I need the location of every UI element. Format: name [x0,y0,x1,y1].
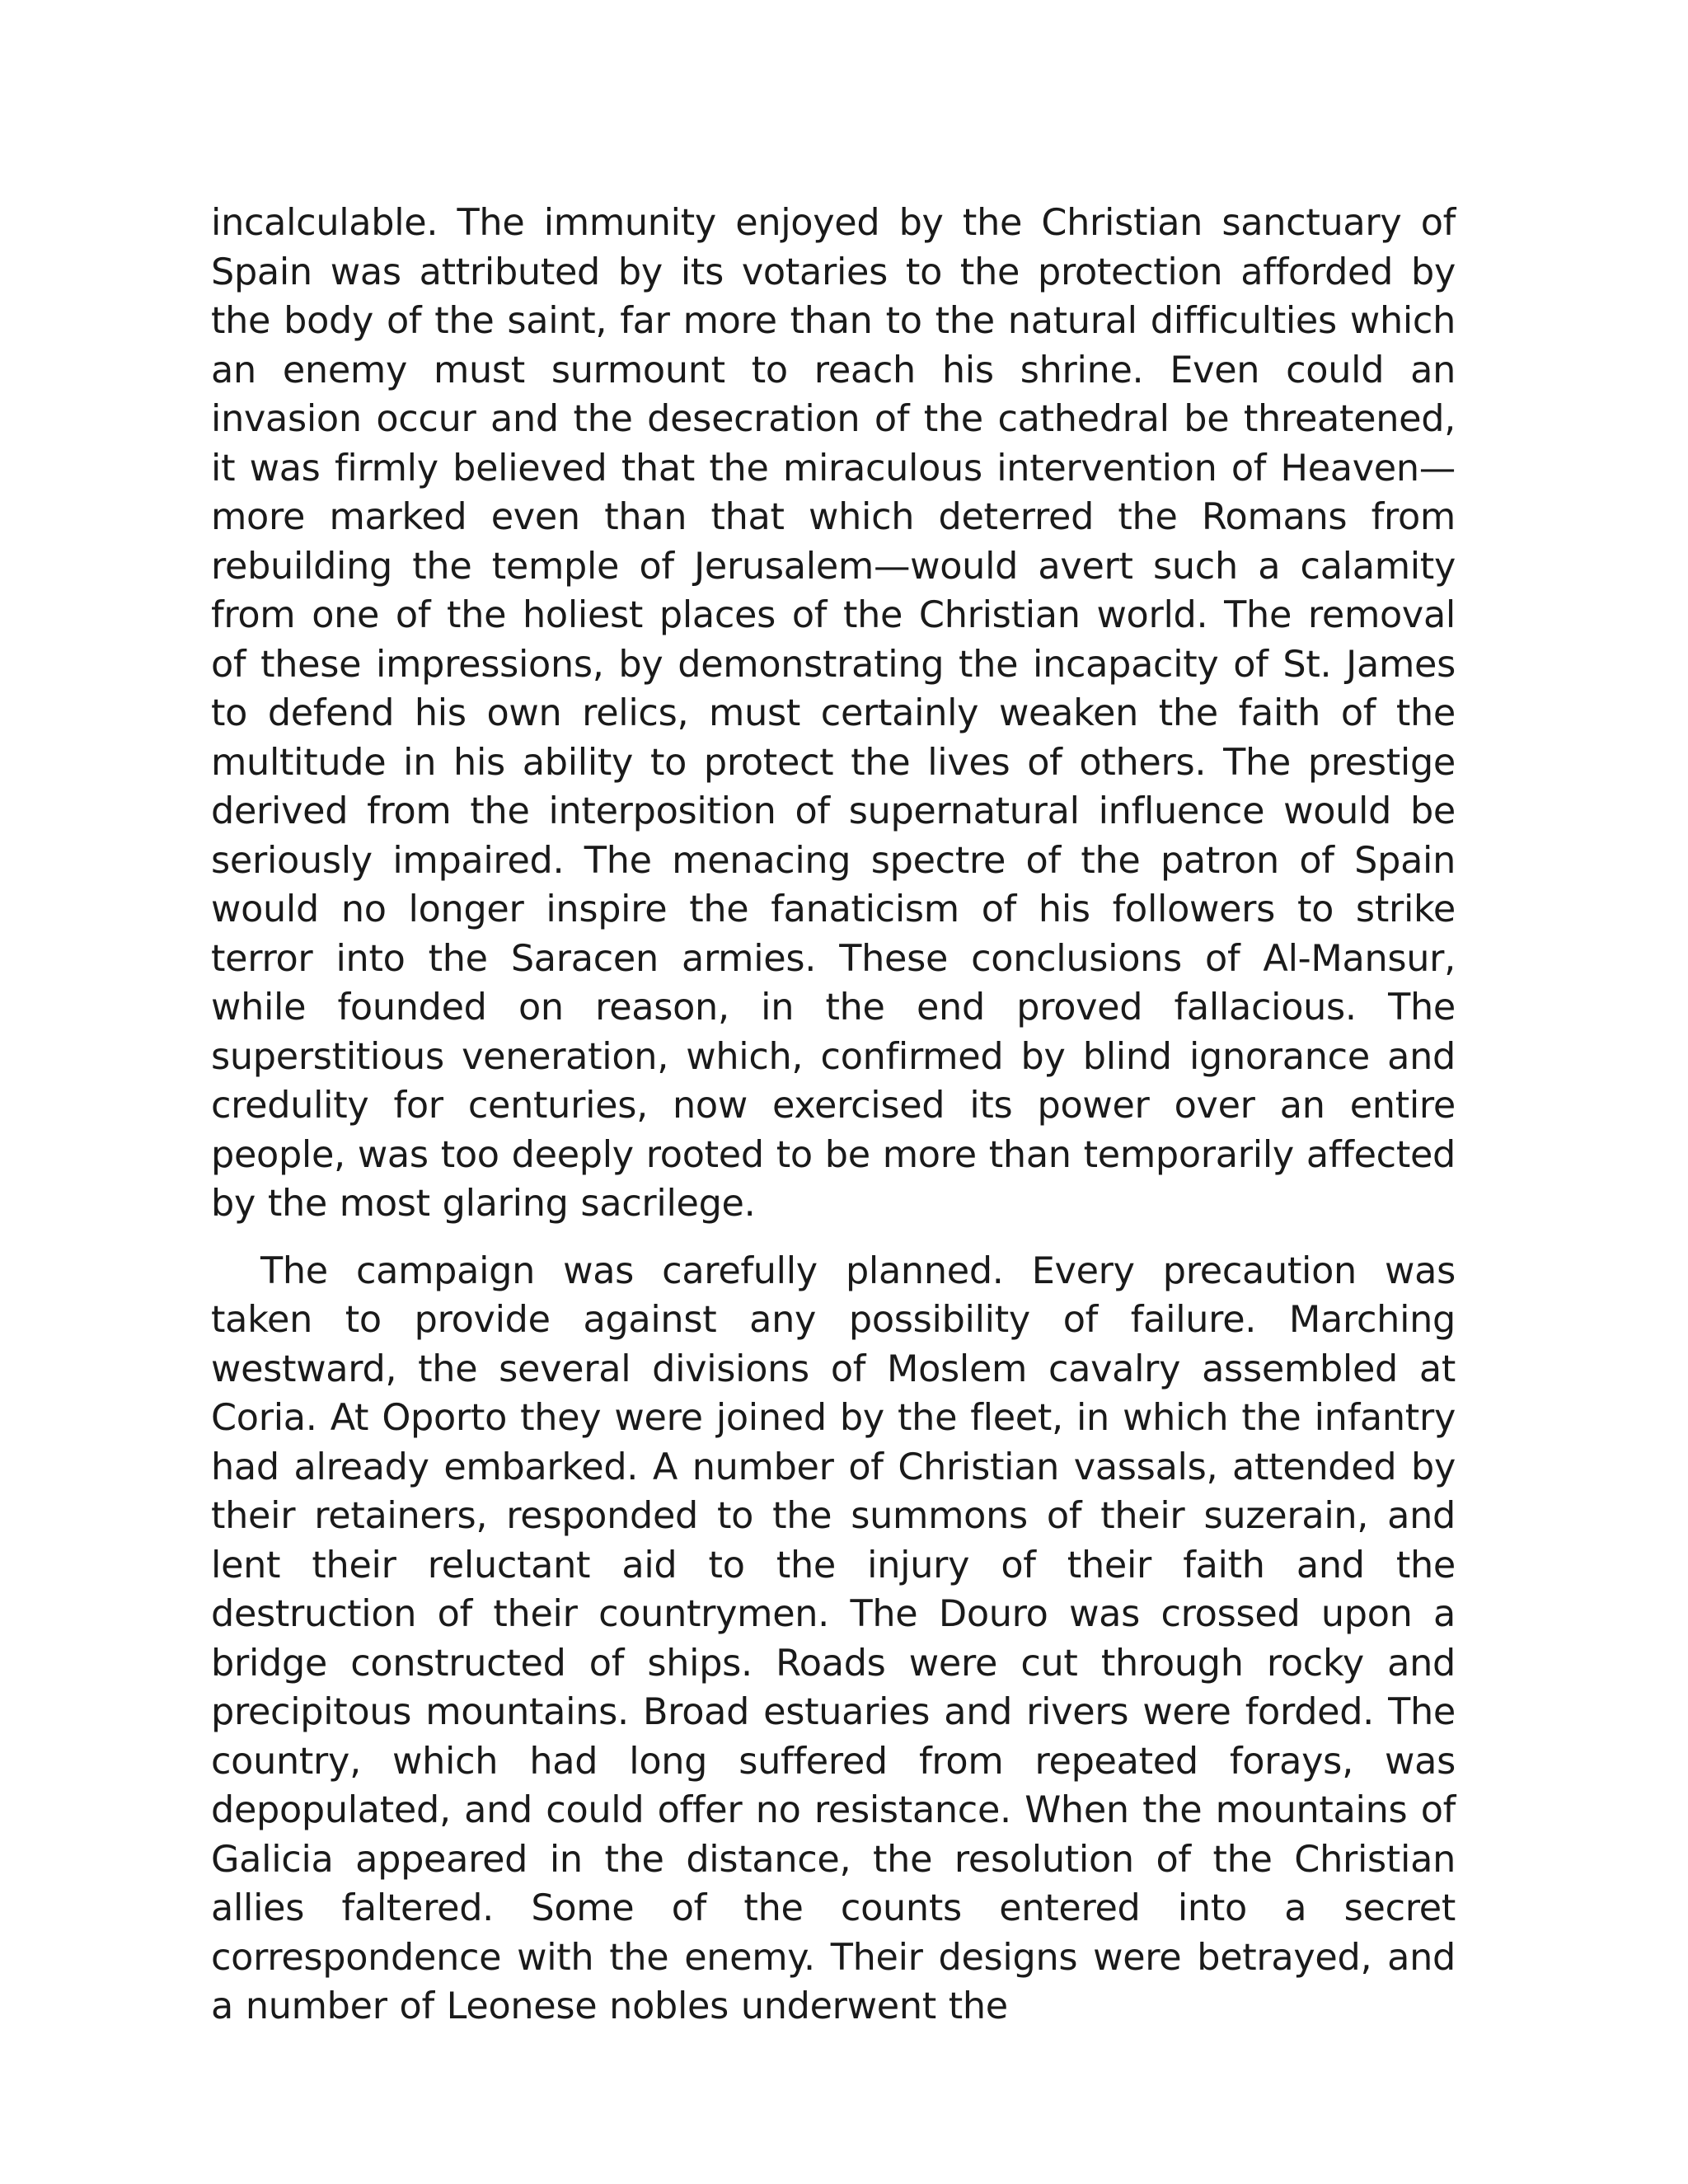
body-text [211,199,1456,2032]
paragraph-continued: incalculable. The immunity enjoyed by the Christian sanctuary of Spain was attributed by its votaries to the protection afforded by the body of the saint, far more than to the natural difficulties which an enemy must surmount to reach his shrine. Even could an invasion occur and the desecration of the cathedral be threatened, it was firmly believed that the miraculous intervention of Heaven—more marked even than that which deterred the Romans from rebuilding the temple of Jerusalem—would avert such a calamity from one of the holiest places of the Christian world. The removal of these impressions, by demonstrating the incapacity of St. James to defend his own relics, must certainly weaken the faith of the multitude in his ability to protect the lives of others. The prestige derived from the interposition of supernatural influence would be seriously impaired. The menacing spectre of the patron of Spain would no longer inspire the fanaticism of his followers to strike terror into the Saracen armies. These conclusions of Al-Mansur, while founded on reason, in the end proved fallacious. The superstitious veneration, which, confirmed by blind ignorance and credulity for centuries, now exercised its power over an entire people, was too deeply rooted to be more than temporarily affected by the most glaring sacrilege. [211,202,1456,1225]
paragraph-campaign: The campaign was carefully planned. Every precaution was taken to provide against any possibility of failure. Marching westward, the several divisions of Moslem cavalry assembled at Coria. At Oporto they were joined by the fleet, in which the infantry had already embarked. A number of Christian vassals, attended by their retainers, responded to the summons of their suzerain, and lent their reluctant aid to the injury of their faith and the destruction of their countrymen. The Douro was crossed upon a bridge constructed of ships. Roads were cut through rocky and precipitous mountains. Broad estuaries and rivers were forded. The country, which had long suffered from repeated forays, was depopulated, and could offer no resistance. When the mountains of Galicia appeared in the distance, the resolution of the Christian allies faltered. Some of the counts entered into a secret correspondence with the enemy. Their designs were betrayed, and a number of Leonese nobles underwent the [211,1249,1456,2027]
